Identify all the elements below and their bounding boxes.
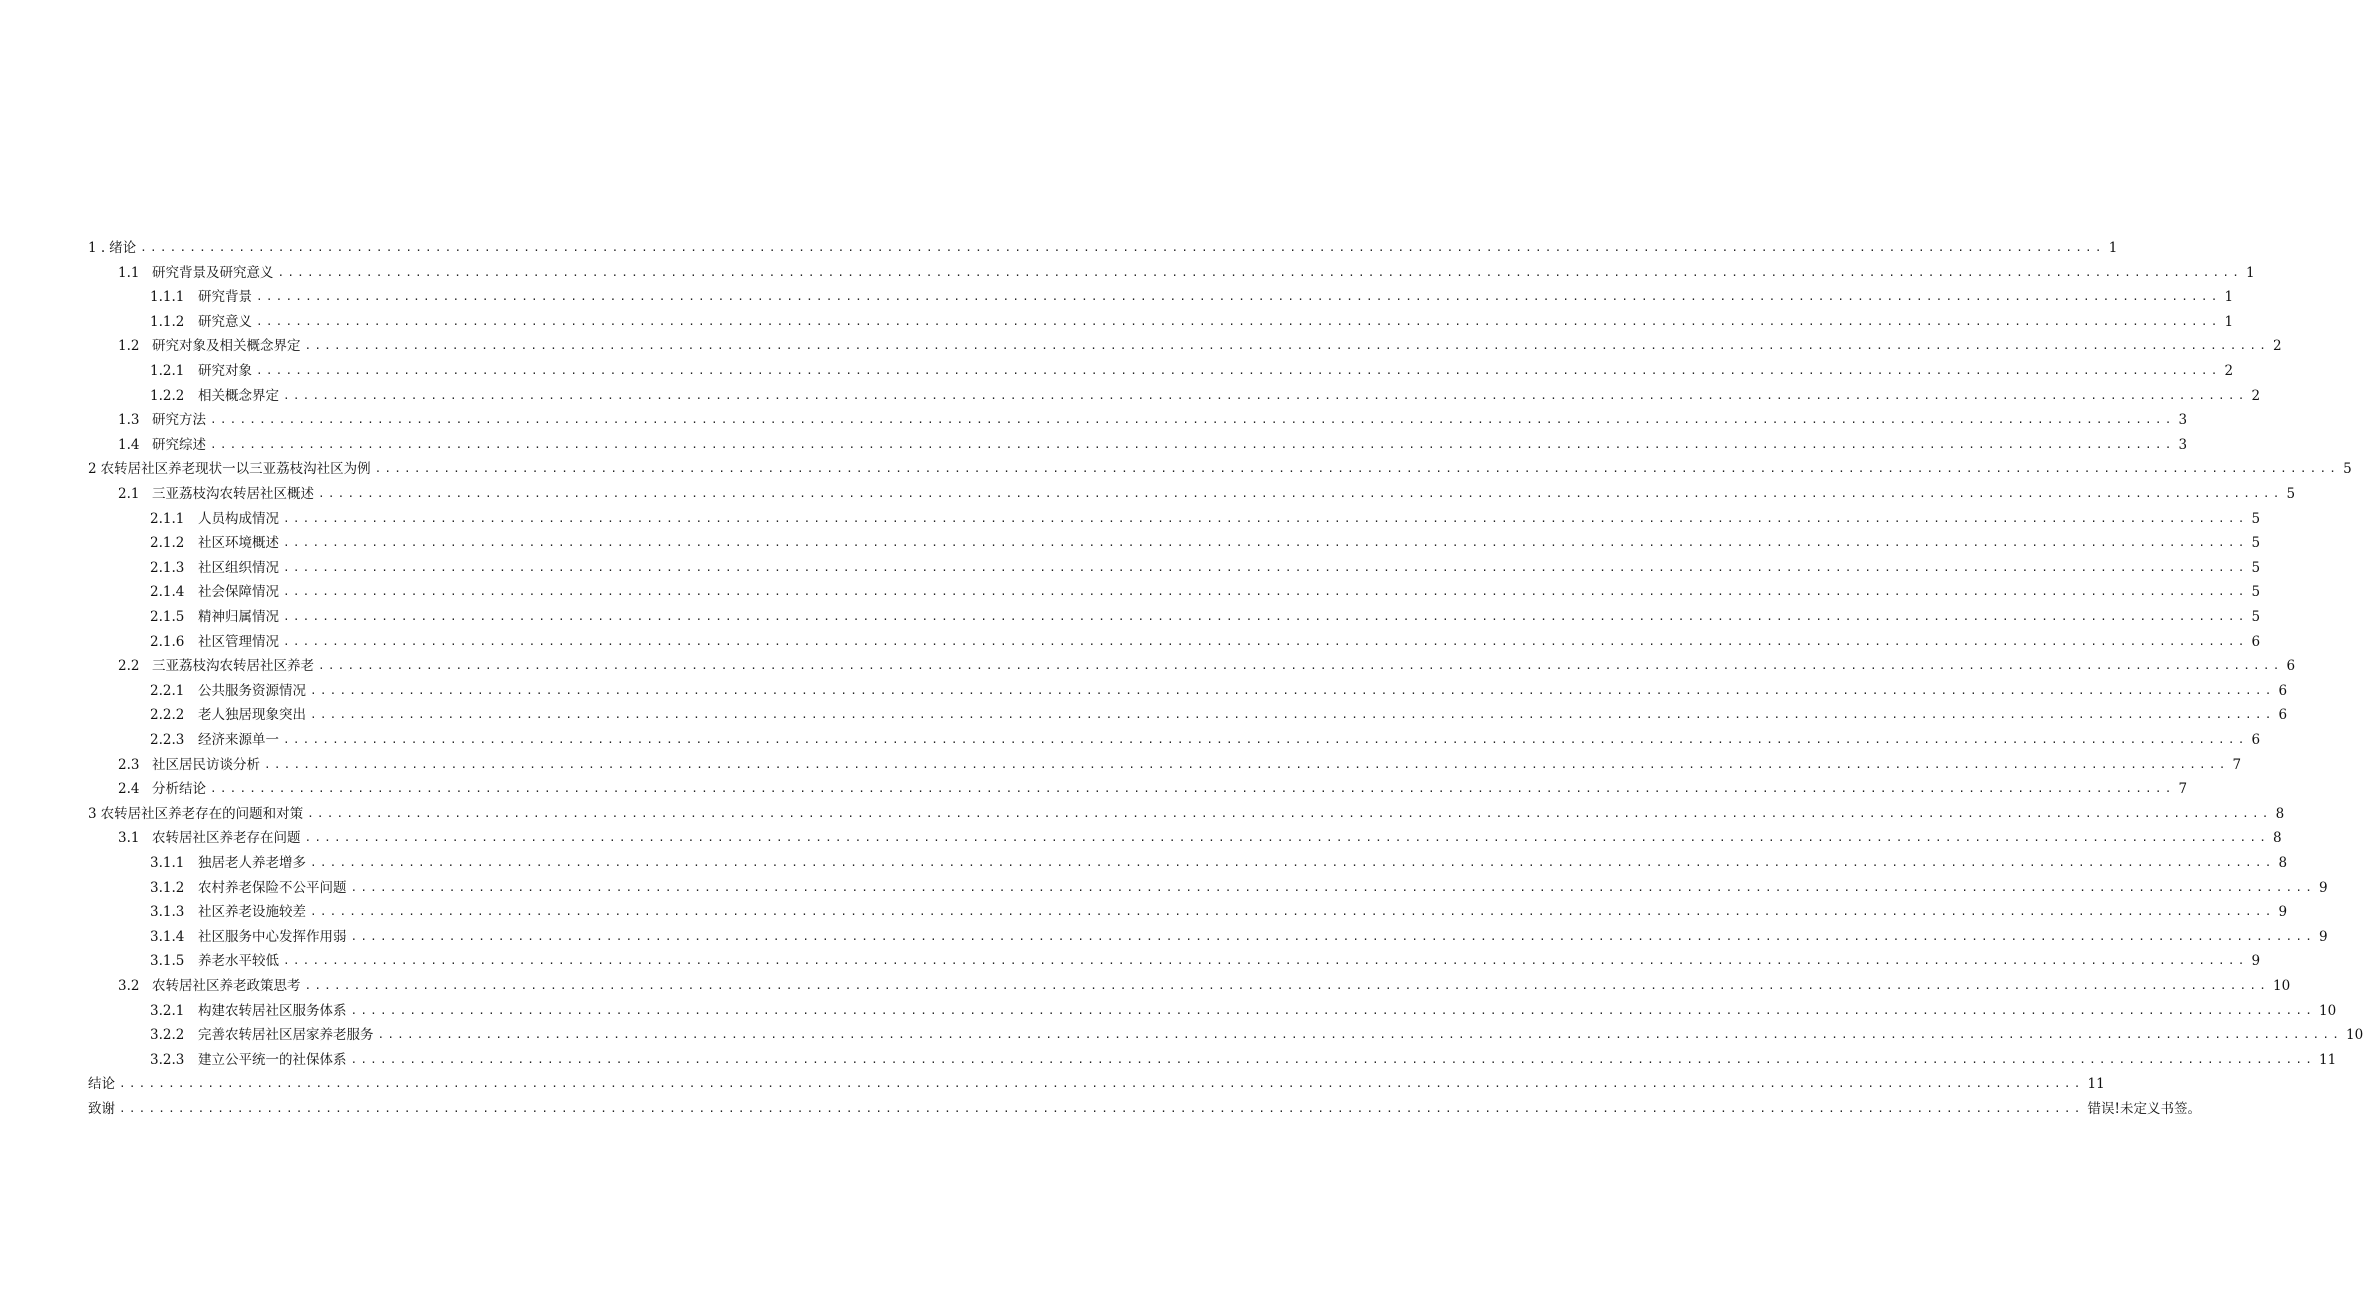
toc-dot-leader: ........................................................................................................................................................................................................ [256, 314, 2221, 328]
toc-dot-leader: ........................................................................................................................................................................................................ [374, 462, 2340, 476]
toc-entry-title: 社会保障情况 [198, 584, 279, 601]
toc-entry-page: 1 [2246, 264, 2255, 281]
toc-entry-title: 社区环境概述 [198, 535, 279, 552]
toc-entry-page: 10 [2319, 1002, 2337, 1019]
toc-entry-number: 1.1 [118, 264, 140, 281]
toc-dot-leader: ........................................................................................................................................................................................................ [350, 929, 2316, 943]
toc-entry-title: 农转居社区养老存在问题 [152, 830, 301, 847]
toc-entry-title: 完善农转居社区居家养老服务 [198, 1027, 374, 1044]
toc-dot-leader: ........................................................................................................................................................................................................ [377, 1028, 2343, 1042]
toc-entry-number: 2.2 [118, 658, 140, 675]
toc-entry-title: 公共服务资源情况 [198, 682, 306, 699]
toc-entry[interactable] [150, 604, 2261, 626]
toc-entry[interactable] [150, 899, 2288, 921]
toc-entry[interactable] [118, 776, 2188, 798]
toc-entry[interactable] [150, 850, 2288, 872]
toc-entry[interactable] [150, 924, 2328, 946]
toc-entry-page: 2 [2273, 338, 2282, 355]
toc-entry-number: 3.1.1 [150, 855, 185, 871]
toc-entry[interactable] [118, 973, 2291, 995]
toc-entry[interactable] [118, 653, 2296, 675]
toc-entry-title: 农转居社区养老政策思考 [152, 978, 301, 994]
toc-entry[interactable] [150, 284, 2234, 306]
toc-entry-page: 6 [2278, 682, 2288, 699]
toc-dot-leader: ........................................................................................................................................................................................................ [256, 290, 2221, 304]
toc-dot-leader: ........................................................................................................................................................................................................ [119, 1077, 2084, 1091]
toc-dot-leader: ........................................................................................................................................................................................................ [140, 241, 2105, 254]
toc-dot-leader: ........................................................................................................................................................................................................ [283, 536, 2248, 550]
toc-entry[interactable] [118, 481, 2296, 503]
toc-entry[interactable] [150, 555, 2261, 577]
toc-entry[interactable] [88, 456, 2352, 478]
toc-entry-page: 1 [2224, 313, 2234, 330]
toc-entry-number: 2.3 [118, 756, 140, 773]
toc-entry-page: 2 [2251, 387, 2261, 404]
toc-dot-leader: ........................................................................................................................................................................................................ [310, 708, 2275, 722]
toc-entry-title: 研究方法 [152, 412, 206, 429]
toc-entry-number: 1 . [88, 240, 106, 256]
toc-entry-title: 建立公平统一的社保体系 [198, 1051, 347, 1068]
toc-entry-page: 6 [2251, 633, 2261, 650]
toc-entry-title: 研究对象 [198, 363, 252, 379]
toc-entry[interactable] [150, 727, 2261, 749]
toc-entry-title: 社区管理情况 [198, 633, 279, 650]
toc-entry-page: 3 [2178, 412, 2188, 429]
toc-entry[interactable] [150, 506, 2261, 528]
toc-entry-title: 养老水平较低 [198, 953, 279, 970]
toc-dot-leader: ........................................................................................................................................................................................................ [350, 1003, 2316, 1017]
toc-entry-page: 5 [2286, 486, 2296, 502]
toc-entry-page: 5 [2251, 559, 2261, 576]
toc-entry[interactable] [88, 1096, 2201, 1118]
toc-entry-title: 三亚荔枝沟农转居社区概述 [152, 486, 314, 502]
toc-entry-number: 2.1.3 [150, 559, 185, 576]
toc-dot-leader: ........................................................................................................................................................................................................ [304, 339, 2270, 353]
toc-dot-leader: ........................................................................................................................................................................................................ [310, 856, 2275, 869]
toc-dot-leader: ........................................................................................................................................................................................................ [283, 560, 2248, 574]
toc-entry-title: 构建农转居社区服务体系 [198, 1002, 347, 1019]
toc-dot-leader: ........................................................................................................................................................................................................ [283, 610, 2248, 623]
toc-dot-leader: ........................................................................................................................................................................................................ [310, 683, 2275, 697]
toc-entry-number: 2.1 [118, 486, 140, 502]
toc-entry-title: 精神归属情况 [198, 609, 279, 625]
toc-entry[interactable] [150, 530, 2261, 552]
toc-entry-page: 9 [2251, 953, 2261, 970]
toc-entry-page: 6 [2251, 732, 2261, 748]
toc-entry[interactable] [118, 260, 2255, 282]
toc-dot-leader: ........................................................................................................................................................................................................ [210, 437, 2175, 451]
toc-entry-page: 5 [2251, 535, 2261, 552]
toc-entry-title: 分析结论 [152, 781, 206, 798]
toc-entry[interactable] [118, 825, 2282, 847]
toc-entry-number: 3.1.2 [150, 879, 185, 896]
toc-entry-page: 10 [2273, 978, 2291, 994]
toc-entry-title: 社区居民访谈分析 [152, 756, 260, 773]
toc-dot-leader: ........................................................................................................................................................................................................ [310, 905, 2275, 919]
toc-entry-page: 9 [2319, 928, 2328, 945]
toc-entry[interactable] [150, 358, 2234, 380]
toc-entry-page: 3 [2178, 436, 2188, 453]
toc-entry-title: 农转居社区养老存在的问题和对策 [100, 805, 304, 822]
toc-entry-page: 6 [2278, 707, 2288, 724]
toc-entry-page: 1 [2224, 289, 2234, 306]
toc-entry-title: 绪论 [109, 240, 137, 256]
toc-entry-number: 2.1.4 [150, 584, 185, 601]
toc-dot-leader: ........................................................................................................................................................................................................ [350, 880, 2316, 894]
toc-entry[interactable] [88, 1071, 2105, 1093]
toc-entry-title: 三亚荔枝沟农转居社区养老 [152, 658, 314, 675]
toc-entry[interactable] [150, 579, 2261, 601]
toc-entry-number: 3 [88, 805, 97, 822]
toc-entry-title: 研究对象及相关概念界定 [152, 338, 301, 355]
toc-dot-leader: ........................................................................................................................................................................................................ [119, 1102, 2084, 1115]
toc-entry-page: 8 [2275, 805, 2285, 822]
toc-entry-title: 研究背景 [198, 289, 252, 306]
toc-dot-leader: ........................................................................................................................................................................................................ [283, 511, 2248, 525]
toc-entry-number: 2.2.1 [150, 682, 185, 699]
toc-entry-page: 8 [2273, 830, 2282, 847]
toc-entry-number: 2.1.2 [150, 535, 185, 552]
toc-dot-leader: ........................................................................................................................................................................................................ [283, 634, 2248, 648]
toc-entry-number: 3.1.3 [150, 904, 185, 921]
toc-entry-title: 致谢 [88, 1101, 115, 1117]
toc-entry-number: 3.2.2 [150, 1027, 185, 1044]
toc-entry-title: 独居老人养老增多 [198, 855, 306, 871]
toc-entry[interactable] [150, 383, 2261, 405]
toc-entry-number: 2.2.3 [150, 732, 185, 748]
toc-entry-title: 研究意义 [198, 313, 252, 330]
toc-dot-leader: ........................................................................................................................................................................................................ [304, 831, 2270, 845]
toc-entry-page: 5 [2343, 461, 2352, 478]
toc-entry-page: 11 [2319, 1051, 2337, 1068]
toc-dot-leader: ........................................................................................................................................................................................................ [283, 388, 2248, 402]
toc-entry-title: 社区组织情况 [198, 559, 279, 576]
toc-entry-number: 1.4 [118, 436, 140, 453]
toc-entry[interactable] [88, 801, 2285, 823]
toc-entry-number: 2.1.1 [150, 510, 185, 527]
toc-entry[interactable] [150, 875, 2328, 897]
toc-entry-number: 1.2.1 [150, 363, 185, 379]
toc-entry[interactable] [118, 752, 2242, 774]
toc-entry-number: 2.2.2 [150, 707, 185, 724]
toc-entry-number: 3.2.1 [150, 1002, 185, 1019]
toc-entry-number: 2.1.5 [150, 609, 185, 625]
toc-entry[interactable] [88, 235, 2118, 257]
toc-entry[interactable] [150, 629, 2261, 651]
toc-entry-page: 2 [2224, 363, 2234, 379]
toc-entry-title: 老人独居现象突出 [198, 707, 306, 724]
toc-dot-leader: ........................................................................................................................................................................................................ [264, 757, 2229, 771]
toc-entry[interactable] [118, 333, 2282, 355]
toc-entry-title: 农村养老保险不公平问题 [198, 879, 347, 896]
toc-entry-page: 错误!未定义书签。 [2087, 1101, 2201, 1117]
toc-entry[interactable] [150, 1047, 2337, 1069]
toc-entry-number: 1.3 [118, 412, 140, 429]
toc-entry-page: 5 [2251, 609, 2261, 625]
toc-dot-leader: ........................................................................................................................................................................................................ [283, 733, 2248, 746]
toc-entry-number: 3.2 [118, 978, 140, 994]
toc-dot-leader: ........................................................................................................................................................................................................ [283, 954, 2248, 968]
toc-entry-page: 9 [2319, 879, 2328, 896]
toc-entry-number: 2 [88, 461, 97, 478]
toc-entry-number: 1.2 [118, 338, 140, 355]
toc-entry-number: 3.2.3 [150, 1051, 185, 1068]
toc-entry-title: 研究综述 [152, 436, 206, 453]
toc-entry-page: 7 [2178, 781, 2188, 798]
toc-entry-title: 社区服务中心发挥作用弱 [198, 928, 347, 945]
toc-dot-leader: ........................................................................................................................................................................................................ [277, 265, 2243, 279]
toc-entry-page: 11 [2087, 1076, 2105, 1093]
toc-entry-number: 1.1.1 [150, 289, 185, 306]
toc-entry-page: 8 [2278, 855, 2288, 871]
toc-entry[interactable] [150, 1022, 2363, 1044]
toc-entry-page: 5 [2251, 510, 2261, 527]
toc-entry[interactable] [118, 407, 2188, 429]
toc-entry-page: 6 [2286, 658, 2296, 675]
toc-entry-title: 社区养老设施较差 [198, 904, 306, 921]
toc-entry-page: 7 [2232, 756, 2242, 773]
toc-entry-number: 1.2.2 [150, 387, 185, 404]
toc-entry-title: 经济来源单一 [198, 732, 279, 748]
toc-entry-title: 农转居社区养老现状一以三亚荔枝沟社区为例 [100, 461, 371, 478]
toc-entry-number: 2.4 [118, 781, 140, 798]
toc-dot-leader: ........................................................................................................................................................................................................ [318, 659, 2283, 673]
toc-entry[interactable] [150, 702, 2288, 724]
toc-entry[interactable] [150, 678, 2288, 700]
toc-entry-title: 人员构成情况 [198, 510, 279, 527]
toc-entry-number: 3.1 [118, 830, 140, 847]
toc-dot-leader: ........................................................................................................................................................................................................ [210, 413, 2175, 427]
toc-entry-number: 1.1.2 [150, 313, 185, 330]
toc-dot-leader: ........................................................................................................................................................................................................ [256, 364, 2221, 377]
toc-entry-title: 结论 [88, 1076, 115, 1093]
toc-entry-page: 10 [2346, 1027, 2363, 1044]
toc-entry-title: 研究背景及研究意义 [152, 264, 274, 281]
toc-dot-leader: ........................................................................................................................................................................................................ [350, 1052, 2316, 1066]
toc-entry-number: 3.1.4 [150, 928, 185, 945]
toc-dot-leader: ........................................................................................................................................................................................................ [318, 487, 2283, 500]
toc-dot-leader: ........................................................................................................................................................................................................ [283, 585, 2248, 599]
toc-entry-title: 相关概念界定 [198, 387, 279, 404]
toc-entry[interactable] [150, 309, 2234, 331]
toc-entry-number: 3.1.5 [150, 953, 185, 970]
toc-entry-number: 2.1.6 [150, 633, 185, 650]
toc-entry[interactable] [150, 998, 2337, 1020]
toc-entry-page: 1 [2108, 240, 2118, 256]
toc-dot-leader: ........................................................................................................................................................................................................ [210, 782, 2175, 796]
toc-dot-leader: ........................................................................................................................................................................................................ [307, 806, 2272, 820]
toc-entry-page: 9 [2278, 904, 2288, 921]
toc-dot-leader: ........................................................................................................................................................................................................ [304, 979, 2270, 992]
toc-entry[interactable] [118, 432, 2188, 454]
toc-entry[interactable] [150, 948, 2261, 970]
toc-entry-page: 5 [2251, 584, 2261, 601]
